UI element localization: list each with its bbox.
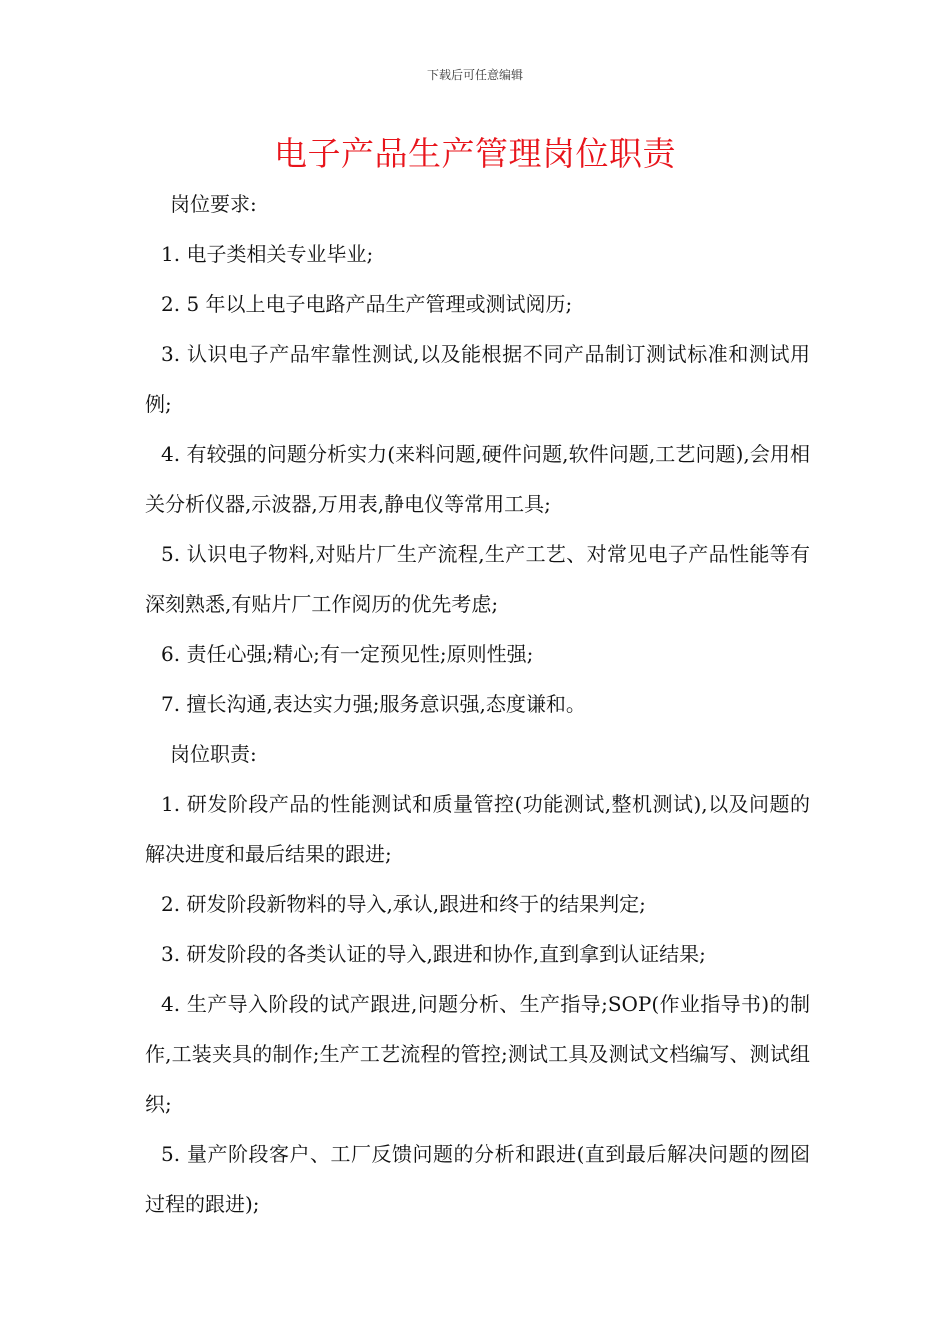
document-body xyxy=(145,179,810,1229)
requirement-item-5: 5. 认识电子物料,对贴片厂生产流程,生产工艺、对常见电子产品性能等有深刻熟悉,有贴片厂工作阅历的优先考虑; xyxy=(145,542,810,616)
requirement-item-6: 6. 责任心强;精心;有一定预见性;原则性强; xyxy=(161,642,534,666)
duty-item-4: 4. 生产导入阶段的试产跟进,问题分析、生产指导;SOP(作业指导书)的制作,工装夹具的制作;生产工艺流程的管控;测试工具及测试文档编写、测试组织; xyxy=(145,992,810,1116)
duty-item-2: 2. 研发阶段新物料的导入,承认,跟进和终于的结果判定; xyxy=(161,892,646,916)
requirements-heading: 岗位要求: xyxy=(170,192,257,216)
duties-heading: 岗位职责: xyxy=(170,742,257,766)
duty-item-3: 3. 研发阶段的各类认证的导入,跟进和协作,直到拿到认证结果; xyxy=(161,942,706,966)
duty-item-5: 5. 量产阶段客户、工厂反馈问题的分析和跟进(直到最后解决问题的囫囵过程的跟进); xyxy=(145,1142,810,1216)
duty-item-1: 1. 研发阶段产品的性能测试和质量管控(功能测试,整机测试),以及问题的解决进度和最后结果的跟进; xyxy=(145,792,810,866)
requirement-item-7: 7. 擅长沟通,表达实力强;服务意识强,态度谦和。 xyxy=(161,692,586,716)
requirement-item-4: 4. 有较强的问题分析实力(来料问题,硬件问题,软件问题,工艺问题),会用相关分析仪器,示波器,万用表,静电仪等常用工具; xyxy=(145,442,810,516)
requirement-item-2: 2. 5 年以上电子电路产品生产管理或测试阅历; xyxy=(161,292,573,316)
requirement-item-3: 3. 认识电子产品牢靠性测试,以及能根据不同产品制订测试标准和测试用例; xyxy=(145,342,810,416)
document-title: 电子产品生产管理岗位职责 xyxy=(274,134,676,173)
requirement-item-1: 1. 电子类相关专业毕业; xyxy=(161,242,374,266)
header-note: 下载后可任意编辑 xyxy=(426,68,523,82)
